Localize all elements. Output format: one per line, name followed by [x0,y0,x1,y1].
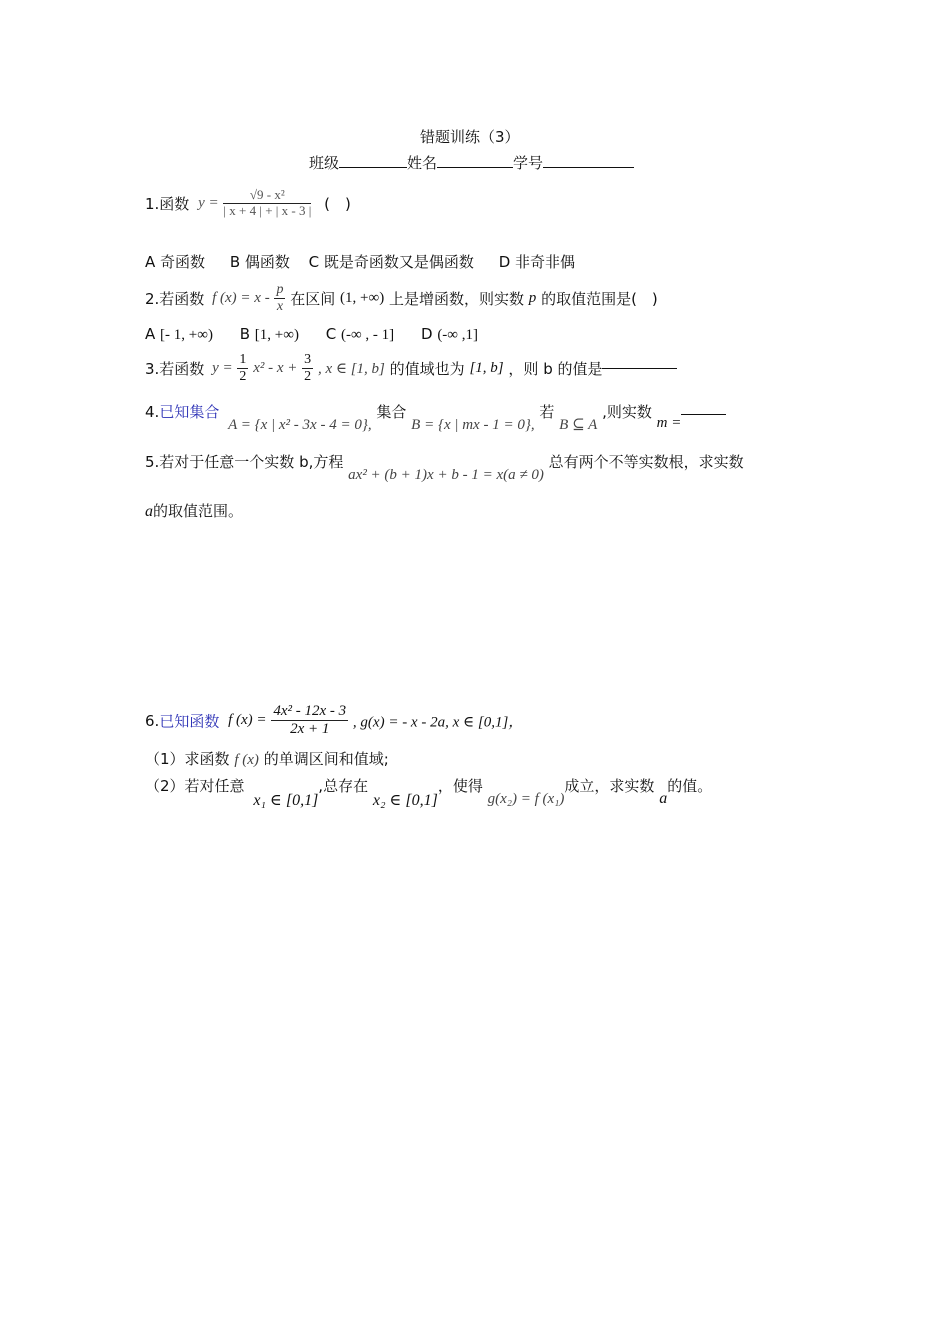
question-6 [145,703,523,739]
name-blank [437,167,513,168]
q4-text3: ,则实数 [602,403,652,421]
q6-part1-func: f (x) [234,752,259,768]
id-label: 学号 [513,154,544,172]
q4-text1: 集合 [376,403,407,421]
q6-part1-tail: 的单调区间和值域; [263,750,389,768]
q4-setB: B = {x | mx - 1 = 0}, [411,417,535,433]
question-4 [145,401,726,433]
q6-part-2 [145,775,713,809]
q6-label: 已知函数 [159,712,220,731]
q6-part2-mid: ,总存在 [318,777,369,795]
q2-fraction [274,282,285,315]
q3-range: [1, b] [469,360,504,377]
q3-text2: ，则 b 的值是 [508,360,603,379]
q6-part1-prefix: （1）求函数 [145,750,230,768]
q2-option-a: A [- 1, +∞) [145,325,213,343]
q1-lhs: y = [198,194,219,211]
q5-line2 [145,500,243,521]
q2-option-c: C (-∞ , - 1] [325,325,395,343]
q6-part2-prefix: （2）若对任意 [145,777,245,795]
q6-lhs: f (x) = [228,712,267,729]
q2-option-d: D (-∞ ,1] [420,325,478,343]
q2-mid1: 在区间 [290,290,336,309]
q1-numerator: √9 - x² [223,188,311,204]
student-info-line [309,152,634,173]
q3-prefix: 3.若函数 [145,360,205,379]
q6-part2-var: a [659,790,668,807]
q2-tail: 的取值范围是( ) [541,290,658,309]
q6-part2-tail: 成立，求实数 [564,777,655,795]
q1-paren: ( ) [324,194,351,213]
question-5 [145,451,744,483]
q6-rest: , g(x) = - x - 2a, x ∈ [0,1]， [352,714,524,731]
q1-options [145,251,575,272]
q4-subset: B ⊆ A [559,417,598,433]
q1-option-a: A 奇函数 [145,253,206,271]
q3-domain: , x ∈ [1, b] [317,361,385,378]
q1-option-b: B 偶函数 [229,253,290,271]
q1-fraction [223,188,311,219]
q4-text2: 若 [539,403,555,421]
q3-answer-blank [602,368,677,369]
q6-part2-mid2: ，使得 [437,777,483,795]
page-title: 错题训练（3） [420,128,520,146]
q3-lhs: y = [212,360,233,377]
q2-var: p [528,290,537,307]
q1-option-c: C 既是奇函数又是偶函数 [308,253,474,271]
q6-part-1 [145,748,389,769]
q2-frac-den: x [276,299,284,315]
q6-part2-x1: x₁ ∈ [0,1] [253,792,319,809]
q4-setA: A = {x | x² - 3x - 4 = 0}, [228,417,372,433]
q4-var: m = [656,415,682,431]
q2-option-b: B [1, +∞) [239,325,299,343]
id-blank [543,167,634,168]
question-3 [145,352,677,385]
q3-fraction-2: $\frac{3}{2}$ [304,352,312,385]
q2-interval: (1, +∞) [340,290,385,307]
question-2 [145,282,658,315]
q6-denominator: 2x + 1 [290,721,330,738]
q3-fraction-1: $\frac{1}{2}$ [239,352,247,385]
class-label: 班级 [309,154,340,172]
q3-mid: x² - x + [253,360,298,377]
question-1 [145,188,351,219]
q2-prefix: 2.若函数 [145,290,205,309]
q2-options [145,325,478,344]
q6-numerator: 4x² - 12x - 3 [271,703,348,721]
q6-part2-eq: g(x₂) = f (x₁) [487,791,565,807]
q1-option-d: D 非奇非偶 [498,253,576,271]
q1-prefix: 1.函数 [145,194,190,213]
q4-number: 4. [145,403,160,421]
class-blank [339,167,407,168]
q6-number: 6. [145,711,160,730]
q5-line2-text: 的取值范围。 [153,502,244,520]
q2-frac-num: p [274,282,285,299]
q4-answer-blank [681,414,726,415]
q4-label: 已知集合 [159,403,220,421]
q5-line1: 5.若对于任意一个实数 b,方程 [145,453,344,471]
q2-func: f (x) = x - [212,290,270,307]
q1-denominator: | x + 4 | + | x - 3 | [223,202,312,218]
q6-part2-end: 的值。 [667,777,713,795]
name-label: 姓名 [407,154,438,172]
q6-part2-x2: x₂ ∈ [0,1] [372,792,438,809]
q5-line1-tail: 总有两个不等实数根，求实数 [548,453,744,471]
q5-var: a [145,503,153,520]
q3-text1: 的值域也为 [389,360,465,379]
q5-equation: ax² + (b + 1)x + b - 1 = x(a ≠ 0) [348,467,544,483]
q6-fraction [271,703,348,739]
q2-mid2: 上是增函数，则实数 [388,290,524,309]
